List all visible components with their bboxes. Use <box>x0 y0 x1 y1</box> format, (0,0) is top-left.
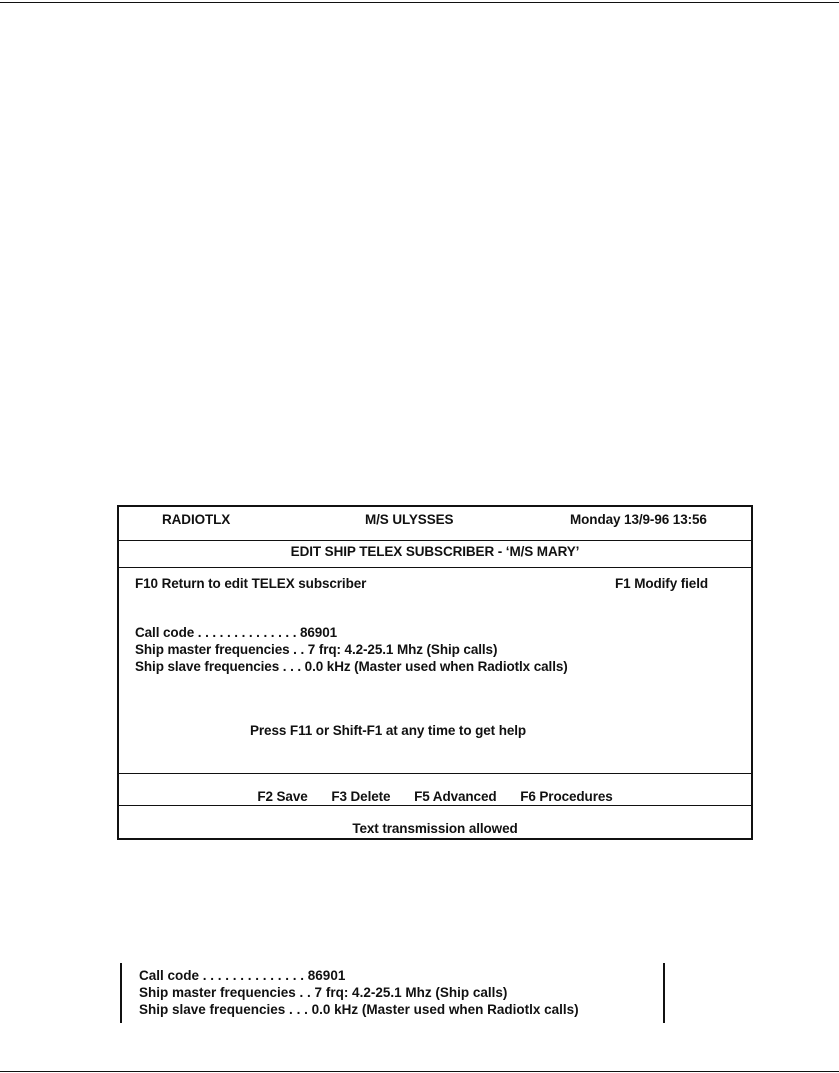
header-divider <box>119 540 751 541</box>
call-code-field[interactable]: Call code . . . . . . . . . . . . . . 86901 <box>135 625 338 640</box>
field-detail-excerpt <box>120 963 665 1023</box>
detail-slave-frequencies: Ship slave frequencies . . . 0.0 kHz (Master used when Radiotlx calls) <box>139 1002 579 1017</box>
page-bottom-rule <box>0 1071 839 1072</box>
datetime: Monday 13/9-96 13:56 <box>570 512 707 527</box>
status-text: Text transmission allowed <box>352 821 518 836</box>
slave-frequencies-field[interactable]: Ship slave frequencies . . . 0.0 kHz (Master used when Radiotlx calls) <box>135 659 568 674</box>
radiotlx-screen <box>117 505 753 840</box>
f2-save-key[interactable]: F2 Save <box>257 789 308 804</box>
ship-name: M/S ULYSSES <box>365 512 454 527</box>
help-text: Press F11 or Shift-F1 at any time to get help <box>250 723 527 738</box>
screen-title: EDIT SHIP TELEX SUBSCRIBER - ‘M/S MARY’ <box>290 544 580 559</box>
f5-advanced-key[interactable]: F5 Advanced <box>414 789 497 804</box>
detail-right-bar <box>663 963 665 1023</box>
detail-call-code: Call code . . . . . . . . . . . . . . 86901 <box>139 968 346 983</box>
function-key-bar <box>119 789 751 804</box>
f10-command[interactable]: F10 Return to edit TELEX subscriber <box>135 576 367 591</box>
f6-procedures-key[interactable]: F6 Procedures <box>520 789 613 804</box>
f1-command[interactable]: F1 Modify field <box>615 576 709 591</box>
detail-left-bar <box>120 963 122 1023</box>
f3-delete-key[interactable]: F3 Delete <box>331 789 391 804</box>
fkeys-divider <box>119 773 751 774</box>
master-frequencies-field[interactable]: Ship master frequencies . . 7 frq: 4.2-25.1 Mhz (Ship calls) <box>135 642 498 657</box>
app-name: RADIOTLX <box>162 512 231 527</box>
page-top-rule <box>0 2 839 3</box>
title-divider <box>119 567 751 568</box>
detail-master-frequencies: Ship master frequencies . . 7 frq: 4.2-25.1 Mhz (Ship calls) <box>139 985 508 1000</box>
status-divider <box>119 805 751 806</box>
